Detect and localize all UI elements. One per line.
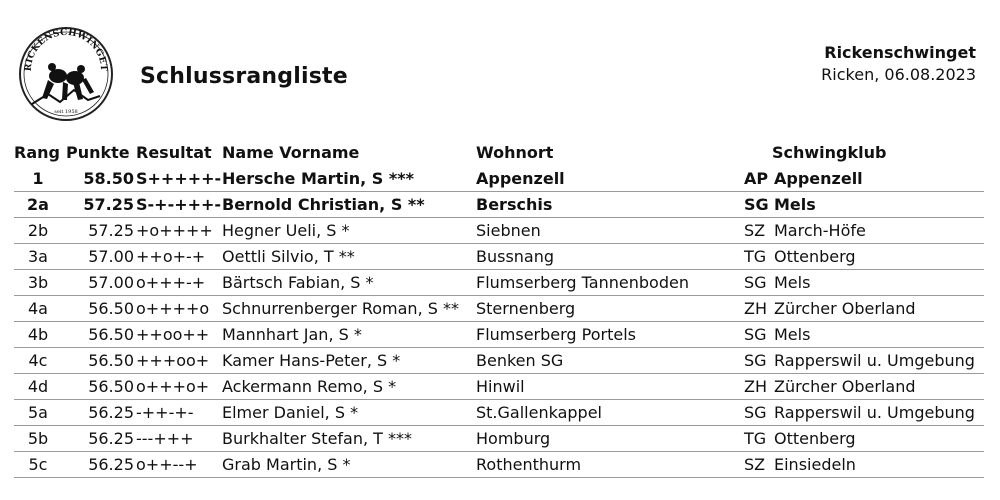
cell-rang: 4a bbox=[28, 299, 48, 318]
cell-klub: Zürcher Oberland bbox=[774, 377, 916, 396]
cell-name: Bärtsch Fabian, S * bbox=[222, 273, 374, 292]
table-row bbox=[14, 400, 984, 426]
cell-resultat: o++--+ bbox=[136, 455, 198, 474]
column-header-rang: Rang bbox=[14, 143, 60, 162]
table-row bbox=[14, 348, 984, 374]
table-row bbox=[14, 296, 984, 322]
cell-name: Bernold Christian, S ** bbox=[222, 195, 425, 214]
table-row bbox=[14, 426, 984, 452]
cell-punkte: 56.25 bbox=[88, 403, 134, 422]
cell-name: Kamer Hans-Peter, S * bbox=[222, 351, 401, 370]
table-row bbox=[14, 322, 984, 348]
cell-rang: 5a bbox=[28, 403, 48, 422]
cell-punkte: 57.25 bbox=[88, 221, 134, 240]
cell-wohnort: Flumserberg Tannenboden bbox=[476, 273, 689, 292]
cell-wohnort: Hinwil bbox=[476, 377, 525, 396]
cell-wohnort: Homburg bbox=[476, 429, 551, 448]
table-row bbox=[14, 244, 984, 270]
cell-klub: Mels bbox=[774, 325, 811, 344]
cell-kanton: AP bbox=[744, 169, 769, 188]
cell-kanton: SG bbox=[744, 195, 769, 214]
table-row bbox=[14, 270, 984, 296]
cell-punkte: 56.50 bbox=[88, 377, 134, 396]
page-title: Schlussrangliste bbox=[140, 64, 348, 89]
cell-kanton: SG bbox=[744, 351, 767, 370]
cell-resultat: o+++o+ bbox=[136, 377, 210, 396]
cell-rang: 3b bbox=[27, 273, 49, 292]
cell-rang: 4d bbox=[27, 377, 49, 396]
cell-resultat: S+++++- bbox=[136, 169, 222, 188]
cell-resultat: ++oo++ bbox=[136, 325, 210, 344]
cell-punkte: 57.00 bbox=[88, 247, 134, 266]
cell-rang: 4c bbox=[28, 351, 48, 370]
cell-name: Grab Martin, S * bbox=[222, 455, 351, 474]
cell-name: Schnurrenberger Roman, S ** bbox=[222, 299, 459, 318]
cell-resultat: -++-+- bbox=[136, 403, 194, 422]
event-place-date: Ricken, 06.08.2023 bbox=[821, 65, 976, 84]
cell-name: Mannhart Jan, S * bbox=[222, 325, 362, 344]
cell-rang: 2b bbox=[27, 221, 49, 240]
table-row bbox=[14, 218, 984, 244]
cell-resultat: +o++++ bbox=[136, 221, 213, 240]
table-row bbox=[14, 192, 984, 218]
cell-klub: March-Höfe bbox=[774, 221, 866, 240]
cell-wohnort: Flumserberg Portels bbox=[476, 325, 637, 344]
cell-punkte: 57.25 bbox=[83, 195, 134, 214]
cell-kanton: TG bbox=[744, 429, 767, 448]
cell-kanton: SZ bbox=[744, 221, 766, 240]
cell-kanton: ZH bbox=[744, 299, 767, 318]
cell-klub: Zürcher Oberland bbox=[774, 299, 916, 318]
cell-name: Elmer Daniel, S * bbox=[222, 403, 359, 422]
cell-resultat: ++o+-+ bbox=[136, 247, 206, 266]
table-header bbox=[14, 140, 984, 166]
cell-rang: 3a bbox=[28, 247, 48, 266]
cell-punkte: 56.25 bbox=[88, 429, 134, 448]
event-info bbox=[821, 42, 976, 86]
cell-klub: Einsiedeln bbox=[774, 455, 856, 474]
cell-wohnort: Siebnen bbox=[476, 221, 541, 240]
cell-resultat: o++++o bbox=[136, 299, 210, 318]
cell-resultat: +++oo+ bbox=[136, 351, 210, 370]
cell-rang: 4b bbox=[27, 325, 49, 344]
cell-wohnort: Sternenberg bbox=[476, 299, 576, 318]
logo-since: seit 1958 bbox=[54, 109, 78, 115]
cell-wohnort: Berschis bbox=[476, 195, 553, 214]
cell-name: Hersche Martin, S *** bbox=[222, 169, 414, 188]
cell-klub: Mels bbox=[774, 195, 816, 214]
cell-rang: 5c bbox=[28, 455, 48, 474]
table-row bbox=[14, 166, 984, 192]
cell-punkte: 58.50 bbox=[83, 169, 134, 188]
cell-wohnort: St.Gallenkappel bbox=[476, 403, 602, 422]
cell-resultat: ---+++ bbox=[136, 429, 194, 448]
cell-name: Ackermann Remo, S * bbox=[222, 377, 397, 396]
cell-punkte: 56.50 bbox=[88, 299, 134, 318]
cell-wohnort: Appenzell bbox=[476, 169, 565, 188]
column-header-resultat: Resultat bbox=[136, 143, 212, 162]
cell-rang: 1 bbox=[32, 169, 44, 188]
cell-klub: Mels bbox=[774, 273, 811, 292]
cell-rang: 5b bbox=[27, 429, 49, 448]
cell-wohnort: Rothenthurm bbox=[476, 455, 582, 474]
cell-klub: Rapperswil u. Umgebung bbox=[774, 351, 975, 370]
column-header-name: Name Vorname bbox=[222, 143, 360, 162]
cell-wohnort: Benken SG bbox=[476, 351, 564, 370]
cell-kanton: SG bbox=[744, 273, 767, 292]
cell-punkte: 56.50 bbox=[88, 325, 134, 344]
cell-punkte: 57.00 bbox=[88, 273, 134, 292]
cell-klub: Appenzell bbox=[774, 169, 863, 188]
cell-kanton: TG bbox=[744, 247, 767, 266]
cell-name: Oettli Silvio, T ** bbox=[222, 247, 355, 266]
cell-klub: Ottenberg bbox=[774, 429, 856, 448]
table-row bbox=[14, 452, 984, 478]
event-name: Rickenschwinget bbox=[824, 43, 976, 62]
cell-punkte: 56.50 bbox=[88, 351, 134, 370]
cell-klub: Ottenberg bbox=[774, 247, 856, 266]
cell-name: Burkhalter Stefan, T *** bbox=[222, 429, 413, 448]
cell-resultat: o+++-+ bbox=[136, 273, 206, 292]
cell-kanton: SZ bbox=[744, 455, 766, 474]
column-header-punkte: Punkte bbox=[66, 143, 130, 162]
cell-name: Hegner Ueli, S * bbox=[222, 221, 350, 240]
cell-kanton: SG bbox=[744, 325, 767, 344]
column-header-schwingklub: Schwingklub bbox=[772, 143, 887, 162]
cell-kanton: ZH bbox=[744, 377, 767, 396]
table-row bbox=[14, 374, 984, 400]
event-logo bbox=[18, 20, 114, 126]
cell-kanton: SG bbox=[744, 403, 767, 422]
cell-rang: 2a bbox=[27, 195, 49, 214]
cell-wohnort: Bussnang bbox=[476, 247, 555, 266]
cell-punkte: 56.25 bbox=[88, 455, 134, 474]
cell-klub: Rapperswil u. Umgebung bbox=[774, 403, 975, 422]
cell-resultat: S-+-+++- bbox=[136, 195, 222, 214]
column-header-wohnort: Wohnort bbox=[476, 143, 554, 162]
logo-text: RICKENSCHWINGET bbox=[23, 27, 109, 72]
